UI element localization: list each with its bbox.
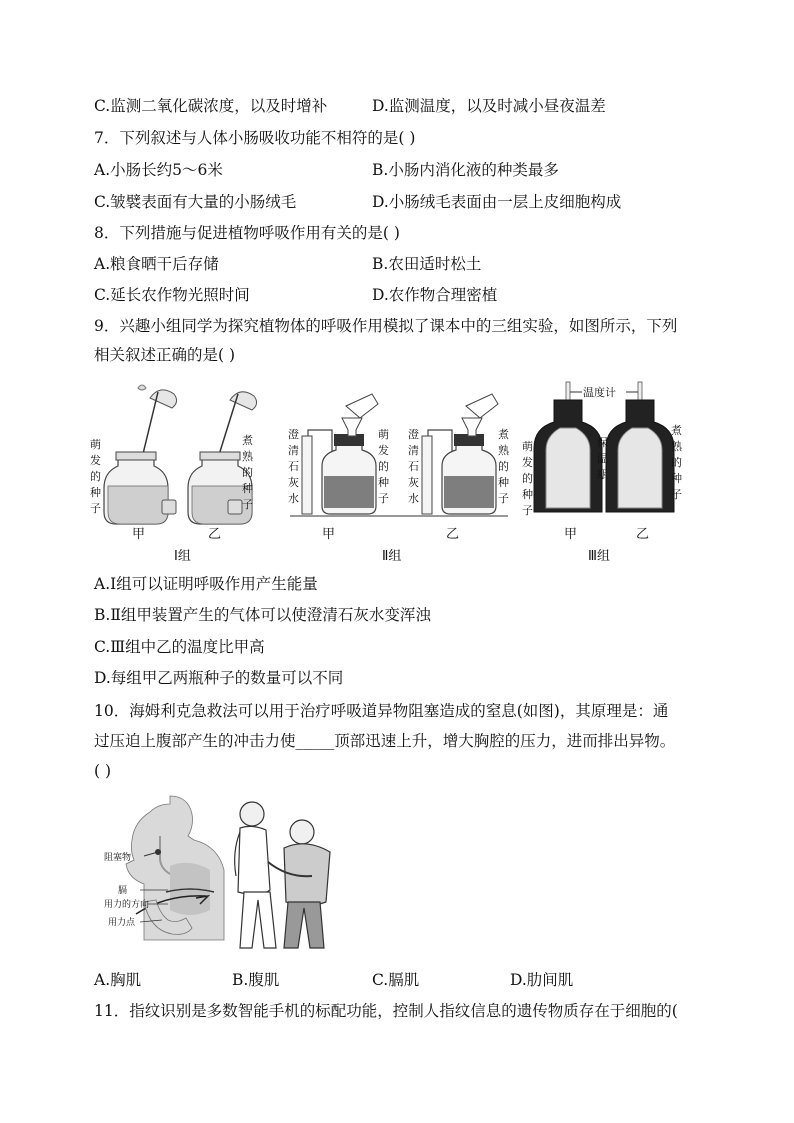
g2-lime-left-2: 清 (288, 444, 299, 457)
q7-option-b: B.小肠内消化液的种类最多 (372, 161, 559, 179)
q7-option-a: A.小肠长约5～6米 (94, 161, 223, 179)
g3-right-label-1: 煮 (671, 424, 682, 437)
q9-option-a: A.Ⅰ组可以证明呼吸作用产生能量 (94, 575, 318, 593)
g2-seed-right-5: 子 (498, 492, 509, 505)
g1-right-label-2: 熟 (242, 450, 253, 463)
heimlich-label-force-point: 用力点 (108, 918, 136, 928)
g3-right-label-2: 熟 (671, 440, 682, 453)
q6-option-d: D.监测温度，以及时减小昼夜温差 (372, 97, 606, 115)
g3-thermometer-label: 温度计 (583, 386, 616, 399)
g2-seed-right-2: 熟 (498, 444, 509, 457)
q9-option-d: D.每组甲乙两瓶种子的数量可以不同 (94, 669, 344, 687)
q7-option-d: D.小肠绒毛表面由一层上皮细胞构成 (372, 193, 622, 211)
g2-seed-left-1: 萌 (378, 428, 389, 441)
group3-caption: Ⅲ组 (588, 549, 610, 564)
q8-option-a: A.粮食晒干后存储 (94, 255, 219, 273)
g1-left-label-1: 萌 (90, 438, 101, 451)
q8-option-b: B.农田适时松土 (372, 255, 482, 273)
g3-left-label-4: 种 (522, 488, 533, 501)
q11-stem: 11．指纹识别是多数智能手机的标配功能，控制人指纹信息的遗传物质存在于细胞的( (94, 1002, 678, 1020)
g3-right-label-5: 子 (671, 488, 682, 501)
g2-lime-right-4: 灰 (408, 476, 419, 489)
g2-seed-left-2: 发 (378, 444, 389, 457)
g1-jia-label: 甲 (132, 527, 146, 542)
q10-option-b: B.腹肌 (232, 971, 280, 989)
q8-stem: 8．下列措施与促进植物呼吸作用有关的是( ) (94, 224, 400, 242)
q10-option-d: D.肋间肌 (510, 971, 574, 989)
g1-left-label-5: 子 (90, 502, 101, 515)
g3-left-label-5: 子 (522, 504, 533, 517)
group2-caption: Ⅱ组 (382, 549, 402, 564)
g2-seed-right-4: 种 (498, 476, 509, 489)
g3-right-label-3: 的 (671, 456, 682, 469)
heimlich-label-diaphragm: 膈 (118, 886, 128, 896)
heimlich-label-obstruction: 阻塞物 (104, 853, 132, 863)
g1-left-label-2: 发 (90, 454, 101, 467)
q9-stem-line1: 9．兴趣小组同学为探究植物体的呼吸作用模拟了课本中的三组实验，如图所示，下列 (94, 317, 678, 335)
g2-seed-left-5: 子 (378, 492, 389, 505)
g2-seed-right-3: 的 (498, 460, 509, 473)
q9-stem-line2: 相关叙述正确的是( ) (94, 346, 236, 364)
q10-option-c: C.膈肌 (372, 971, 420, 989)
q8-option-d: D.农作物合理密植 (372, 286, 498, 304)
g3-left-label-3: 的 (522, 472, 533, 485)
g2-lime-right-1: 澄 (408, 428, 419, 441)
g2-lime-left-3: 石 (288, 460, 299, 473)
q9-experiment-figure (90, 378, 720, 568)
q6-option-c: C.监测二氧化碳浓度，以及时增补 (94, 97, 328, 115)
g2-lime-right-3: 石 (408, 460, 419, 473)
group2-figure (288, 394, 510, 564)
g2-seed-right-1: 煮 (498, 428, 509, 441)
g3-flask-label-2: 温 (597, 452, 608, 465)
group3-figure (522, 382, 683, 564)
q9-option-b: B.Ⅱ组甲装置产生的气体可以使澄清石灰水变浑浊 (94, 606, 431, 624)
q7-stem: 7．下列叙述与人体小肠吸收功能不相符的是( ) (94, 129, 416, 147)
q10-stem-line2: 过压迫上腹部产生的冲击力使_____顶部迅速上升，增大胸腔的压力，进而排出异物。 (94, 732, 676, 750)
g3-flask-label-1: 保 (597, 436, 608, 449)
g1-right-label-5: 子 (242, 498, 253, 511)
g3-left-label-1: 萌 (522, 440, 533, 453)
group1-figure (90, 385, 257, 564)
g2-lime-right-5: 水 (408, 492, 419, 505)
g1-right-label-4: 种 (242, 482, 253, 495)
g2-lime-left-1: 澄 (288, 428, 299, 441)
g2-seed-left-4: 种 (378, 476, 389, 489)
g2-lime-left-4: 灰 (288, 476, 299, 489)
g2-lime-right-2: 清 (408, 444, 419, 457)
q10-option-a: A.胸肌 (94, 971, 142, 989)
q9-option-c: C.Ⅲ组中乙的温度比甲高 (94, 638, 265, 656)
q7-option-c: C.皱襞表面有大量的小肠绒毛 (94, 193, 297, 211)
group1-caption: Ⅰ组 (174, 549, 191, 564)
g3-left-label-2: 发 (522, 456, 533, 469)
g2-yi-label: 乙 (446, 527, 460, 542)
heimlich-label-force-direction: 用力的方向 (104, 900, 150, 910)
q10-stem-line3: ( ) (94, 762, 112, 780)
g1-right-label-3: 的 (242, 466, 253, 479)
g2-seed-left-3: 的 (378, 460, 389, 473)
g1-left-label-3: 的 (90, 470, 101, 483)
g2-jia-label: 甲 (322, 527, 336, 542)
g1-yi-label: 乙 (208, 527, 222, 542)
q10-stem-line1: 10．海姆利克急救法可以用于治疗呼吸道异物阻塞造成的窒息(如图)，其原理是：通 (94, 702, 669, 720)
g3-right-label-4: 种 (671, 472, 682, 485)
g3-yi-label: 乙 (636, 527, 650, 542)
q10-heimlich-figure (100, 792, 370, 956)
q8-option-c: C.延长农作物光照时间 (94, 286, 250, 304)
g1-right-label-1: 煮 (242, 434, 253, 447)
g2-lime-left-5: 水 (288, 492, 299, 505)
g3-flask-label-3: 瓶 (597, 468, 608, 481)
g1-left-label-4: 种 (90, 486, 101, 499)
g3-jia-label: 甲 (564, 527, 578, 542)
